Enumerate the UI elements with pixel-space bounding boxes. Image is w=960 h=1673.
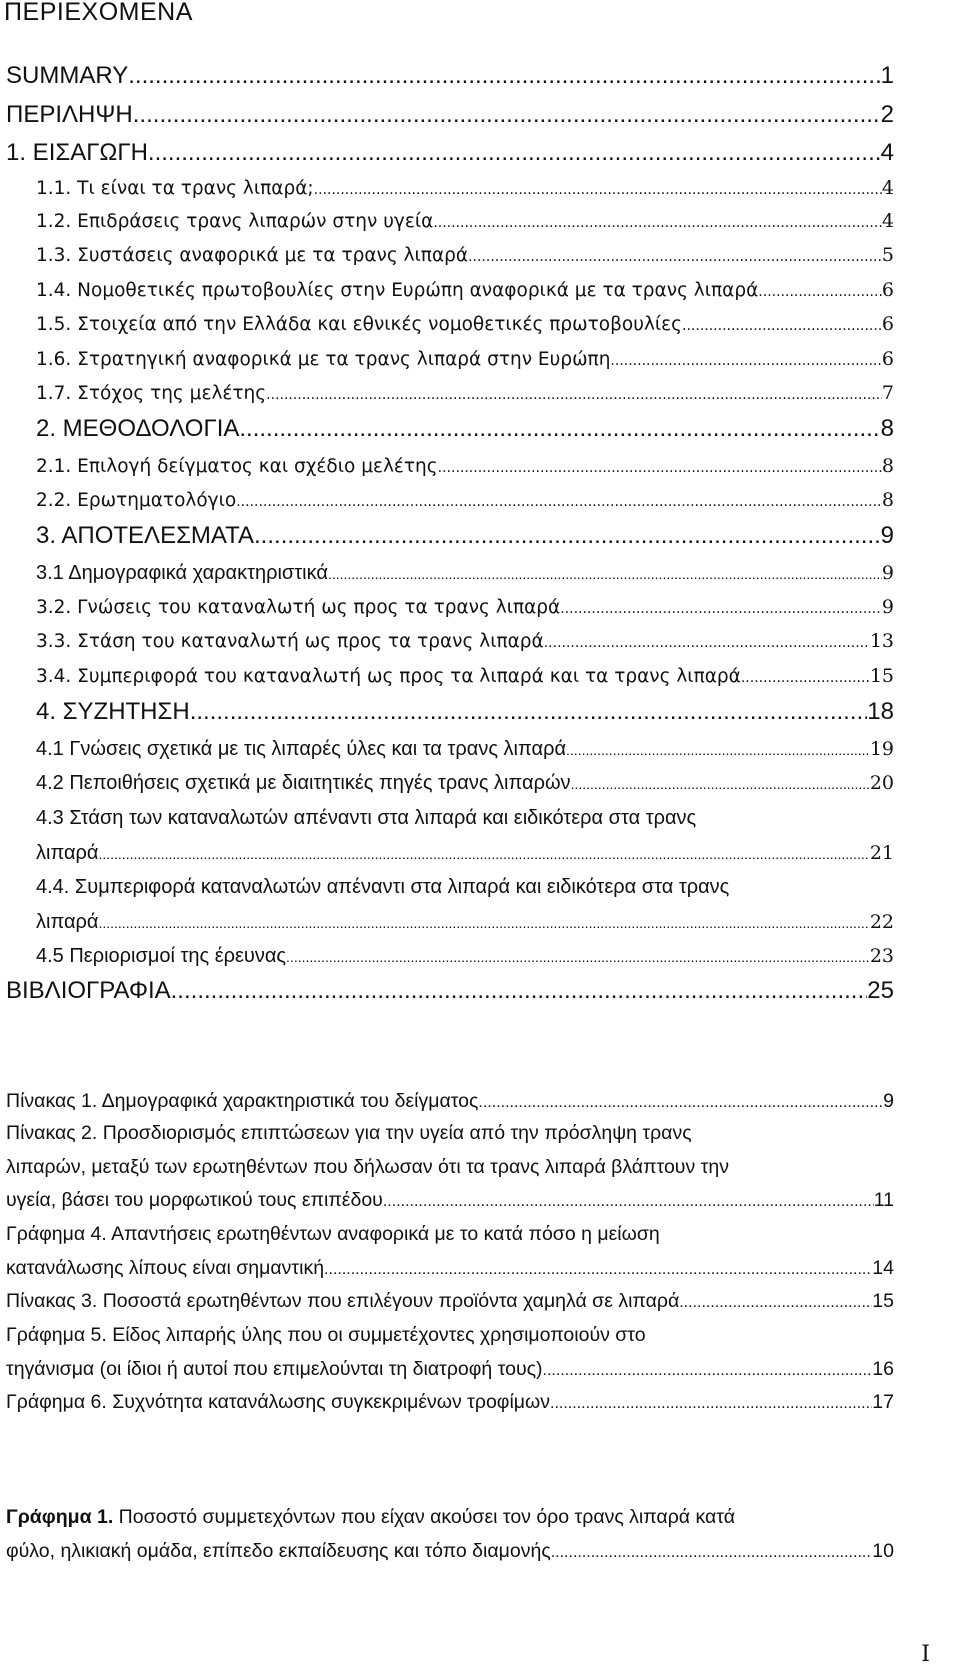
dot-leader xyxy=(328,566,882,582)
toc-entry-page: 4 xyxy=(880,139,894,166)
toc-entry-3-1[interactable] xyxy=(36,562,894,585)
chart-entry-5-line1[interactable]: Γράφημα 5. Είδος λιπαρής ύλης που οι συμμετέχοντες χρησιμοποιούν στο xyxy=(6,1324,646,1346)
dot-leader xyxy=(98,915,869,931)
dot-leader xyxy=(314,182,882,198)
chart-entry-1-line1[interactable] xyxy=(6,1506,735,1529)
toc-entry-4-1[interactable] xyxy=(36,738,894,761)
toc-entry-chapter-1[interactable] xyxy=(6,139,894,167)
toc-entry-1-2[interactable] xyxy=(36,210,894,232)
chart-entry-4-line1[interactable]: Γράφημα 4. Απαντήσεις ερωτηθέντων αναφορικά με το κατά πόσο η μείωση xyxy=(6,1223,660,1245)
dot-leader xyxy=(560,601,882,617)
toc-heading: ΠΕΡΙΕΧΟΜΕΝΑ xyxy=(4,0,193,26)
toc-entry-page: 1 xyxy=(880,62,894,89)
table-entry-page: 17 xyxy=(872,1391,894,1413)
toc-entry-page: 7 xyxy=(881,382,894,404)
toc-entry-page: 4 xyxy=(881,177,894,199)
toc-entry-page: 4 xyxy=(881,210,894,232)
toc-entry-page: 5 xyxy=(881,244,894,266)
toc-entry-1-5[interactable] xyxy=(36,313,894,335)
toc-entry-page: 6 xyxy=(881,313,894,335)
chart-entry-1-line1-text: Ποσοστό συμμετεχόντων που είχαν ακούσει τον όρο τρανς λιπαρά κατά xyxy=(113,1506,735,1528)
toc-entry-title: 1.4. Νομοθετικές πρωτοβουλίες στην Ευρώπη αναφορικά με τα τρανς λιπαρά xyxy=(36,280,759,301)
toc-entry-page: 19 xyxy=(869,738,894,760)
toc-entry-page: 6 xyxy=(881,348,894,370)
toc-entry-title: ΠΕΡΙΛΗΨΗ xyxy=(6,101,133,128)
table-entry-title: φύλο, ηλικιακή ομάδα, επίπεδο εκπαίδευσης και τόπο διαμονής xyxy=(6,1540,551,1562)
dot-leader xyxy=(478,1094,883,1112)
table-entry-title: τηγάνισμα (οι ίδιοι ή αυτοί που επιμελούνται τη διατροφή τους) xyxy=(6,1358,543,1380)
toc-entry-page: 18 xyxy=(867,698,894,725)
dot-leader xyxy=(171,977,868,1005)
toc-entry-title: 2. ΜΕΘΟΔΟΛΟΓΙΑ xyxy=(36,415,240,442)
toc-entry-title: 2.2. Ερωτηματολόγιο xyxy=(36,490,237,511)
chart-entry-5[interactable] xyxy=(6,1358,894,1381)
chart-entry-1[interactable] xyxy=(6,1540,894,1563)
toc-entry-4-3-line1[interactable]: 4.3 Στάση των καταναλωτών απέναντι στα λιπαρά και ειδικότερα στα τρανς xyxy=(36,807,697,829)
table-entry-page: 9 xyxy=(883,1090,894,1112)
table-entry-title: υγεία, βάσει του μορφωτικού τους επιπέδου xyxy=(6,1189,383,1211)
toc-entry-title: SUMMARY xyxy=(6,62,129,89)
dot-leader xyxy=(551,1544,873,1562)
page-number: I xyxy=(921,1642,930,1667)
table-entry-title: Πίνακας 1. Δημογραφικά χαρακτηριστικά του δείγματος xyxy=(6,1090,479,1112)
toc-entry-page: 23 xyxy=(869,945,894,967)
toc-entry-4-4[interactable] xyxy=(36,911,894,934)
dot-leader xyxy=(254,522,881,550)
chart-entry-4[interactable] xyxy=(6,1257,894,1280)
dot-leader xyxy=(468,249,882,265)
toc-entry-bibliography[interactable] xyxy=(6,977,894,1005)
toc-entry-title: 2.1. Επιλογή δείγματος και σχέδιο μελέτης xyxy=(36,456,438,477)
toc-entry-title: 1.5. Στοιχεία από την Ελλάδα και εθνικές νομοθετικές πρωτοβουλίες xyxy=(36,314,683,335)
toc-entry-title: 3.2. Γνώσεις του καταναλωτή ως προς τα τρανς λιπαρά xyxy=(36,597,561,618)
toc-entry-page: 9 xyxy=(881,596,894,618)
toc-entry-title: 1. ΕΙΣΑΓΩΓΗ xyxy=(6,139,148,166)
toc-entry-3-4[interactable] xyxy=(36,665,894,687)
toc-entry-title: λιπαρά xyxy=(36,911,99,933)
dot-leader xyxy=(433,215,882,231)
table-entry-2-line2[interactable]: λιπαρών, μεταξύ των ερωτηθέντων που δήλωσαν ότι τα τρανς λιπαρά βλάπτουν την xyxy=(6,1156,729,1178)
table-entry-1[interactable] xyxy=(6,1090,894,1113)
toc-entry-page: 8 xyxy=(880,415,894,442)
toc-entry-4-3[interactable] xyxy=(36,842,894,865)
table-entry-page: 11 xyxy=(873,1189,894,1211)
table-entry-2-line1[interactable]: Πίνακας 2. Προσδιορισμός επιπτώσεων για την υγεία από την πρόσληψη τρανς xyxy=(6,1122,692,1144)
dot-leader xyxy=(383,1193,874,1211)
toc-entry-page: 13 xyxy=(869,630,894,652)
toc-entry-title: 1.2. Επιδράσεις τρανς λιπαρών στην υγεία xyxy=(36,211,434,232)
toc-entry-title: λιπαρά xyxy=(36,842,99,864)
toc-entry-title: 3.3. Στάση του καταναλωτή ως προς τα τρανς λιπαρά xyxy=(36,631,544,652)
dot-leader xyxy=(324,1261,872,1279)
dot-leader xyxy=(128,62,880,90)
dot-leader xyxy=(239,415,880,443)
toc-entry-1-7[interactable] xyxy=(36,382,894,404)
dot-leader xyxy=(550,1395,872,1413)
dot-leader xyxy=(286,949,870,965)
toc-entry-page: 9 xyxy=(881,562,894,584)
toc-entry-3-2[interactable] xyxy=(36,596,894,618)
toc-entry-title: 4. ΣΥΖΗΤΗΣΗ xyxy=(36,698,190,725)
toc-entry-1-4[interactable] xyxy=(36,279,894,301)
table-entry-title: κατανάλωσης λίπους είναι σημαντική xyxy=(6,1257,325,1279)
toc-entry-2-2[interactable] xyxy=(36,489,894,511)
toc-entry-page: 8 xyxy=(881,489,894,511)
toc-entry-title: 4.2 Πεποιθήσεις σχετικά με διαιτητικές πηγές τρανς λιπαρών xyxy=(36,772,571,794)
toc-entry-4-5[interactable] xyxy=(36,945,894,968)
toc-entry-perilipsi[interactable] xyxy=(6,101,894,129)
table-entry-page: 14 xyxy=(872,1257,894,1279)
toc-entry-page: 8 xyxy=(881,455,894,477)
toc-entry-page: 9 xyxy=(880,522,894,549)
toc-entry-title: 3.1 Δημογραφικά χαρακτηριστικά xyxy=(36,562,328,584)
dot-leader xyxy=(571,776,870,792)
table-entry-page: 16 xyxy=(872,1358,894,1380)
toc-entry-title: 1.1. Τι είναι τα τρανς λιπαρά; xyxy=(36,178,314,199)
dot-leader xyxy=(566,742,870,758)
toc-entry-page: 15 xyxy=(869,665,894,687)
toc-entry-1-3[interactable] xyxy=(36,244,894,266)
toc-entry-2-1[interactable] xyxy=(36,455,894,477)
toc-entry-title: 1.3. Συστάσεις αναφορικά με τα τρανς λιπαρά xyxy=(36,245,469,266)
toc-entry-chapter-3[interactable] xyxy=(36,522,894,550)
dot-leader xyxy=(266,387,882,403)
toc-entry-title: 1.7. Στόχος της μελέτης xyxy=(36,383,267,404)
dot-leader xyxy=(758,284,882,300)
toc-entry-page: 25 xyxy=(867,977,894,1004)
dot-leader xyxy=(190,698,868,726)
dot-leader xyxy=(98,846,869,862)
toc-entry-1-1[interactable] xyxy=(36,177,894,199)
toc-entry-3-3[interactable] xyxy=(36,630,894,652)
toc-entry-chapter-4[interactable] xyxy=(36,698,894,726)
dot-leader xyxy=(610,353,881,369)
toc-entry-page: 21 xyxy=(869,842,894,864)
dot-leader xyxy=(133,101,881,129)
toc-entry-1-6[interactable] xyxy=(36,348,894,370)
table-entry-title: Γράφημα 6. Συχνότητα κατανάλωσης συγκεκριμένων τροφίμων xyxy=(6,1391,550,1413)
dot-leader xyxy=(236,494,882,510)
toc-entry-4-4-line1[interactable]: 4.4. Συμπεριφορά καταναλωτών απέναντι στα λιπαρά και ειδικότερα στα τρανς xyxy=(36,876,730,898)
table-entry-page: 10 xyxy=(872,1540,894,1562)
chart-entry-6[interactable] xyxy=(6,1391,894,1414)
dot-leader xyxy=(679,1294,872,1312)
toc-entry-summary[interactable] xyxy=(6,62,894,90)
dot-leader xyxy=(544,635,870,651)
chart-entry-1-label: Γράφημα 1. xyxy=(6,1506,114,1528)
dot-leader xyxy=(543,1362,873,1380)
toc-entry-title: 4.5 Περιορισμοί της έρευνας xyxy=(36,945,287,967)
table-entry-page: 15 xyxy=(872,1290,894,1312)
toc-entry-4-2[interactable] xyxy=(36,772,894,795)
table-entry-2[interactable] xyxy=(6,1189,894,1212)
dot-leader xyxy=(148,139,881,167)
dot-leader xyxy=(438,460,882,476)
table-entry-title: Πίνακας 3. Ποσοστά ερωτηθέντων που επιλέγουν προϊόντα χαμηλά σε λιπαρά xyxy=(6,1290,680,1312)
toc-entry-page: 22 xyxy=(869,911,894,933)
toc-entry-page: 2 xyxy=(880,101,894,128)
dot-leader xyxy=(682,318,882,334)
toc-entry-page: 20 xyxy=(869,772,894,794)
toc-entry-page: 6 xyxy=(881,279,894,301)
table-entry-3[interactable] xyxy=(6,1290,894,1313)
toc-entry-title: 3.4. Συμπεριφορά του καταναλωτή ως προς τα λιπαρά και τα τρανς λιπαρά xyxy=(36,666,741,687)
dot-leader xyxy=(741,670,870,686)
toc-entry-title: 3. ΑΠΟΤΕΛΕΣΜΑΤΑ xyxy=(36,522,255,549)
toc-entry-chapter-2[interactable] xyxy=(36,415,894,443)
toc-entry-title: ΒΙΒΛΙΟΓΡΑΦΙΑ xyxy=(6,977,171,1004)
toc-entry-title: 4.1 Γνώσεις σχετικά με τις λιπαρές ύλες και τα τρανς λιπαρά xyxy=(36,738,567,760)
toc-entry-title: 1.6. Στρατηγική αναφορικά με τα τρανς λιπαρά στην Ευρώπη xyxy=(36,349,611,370)
